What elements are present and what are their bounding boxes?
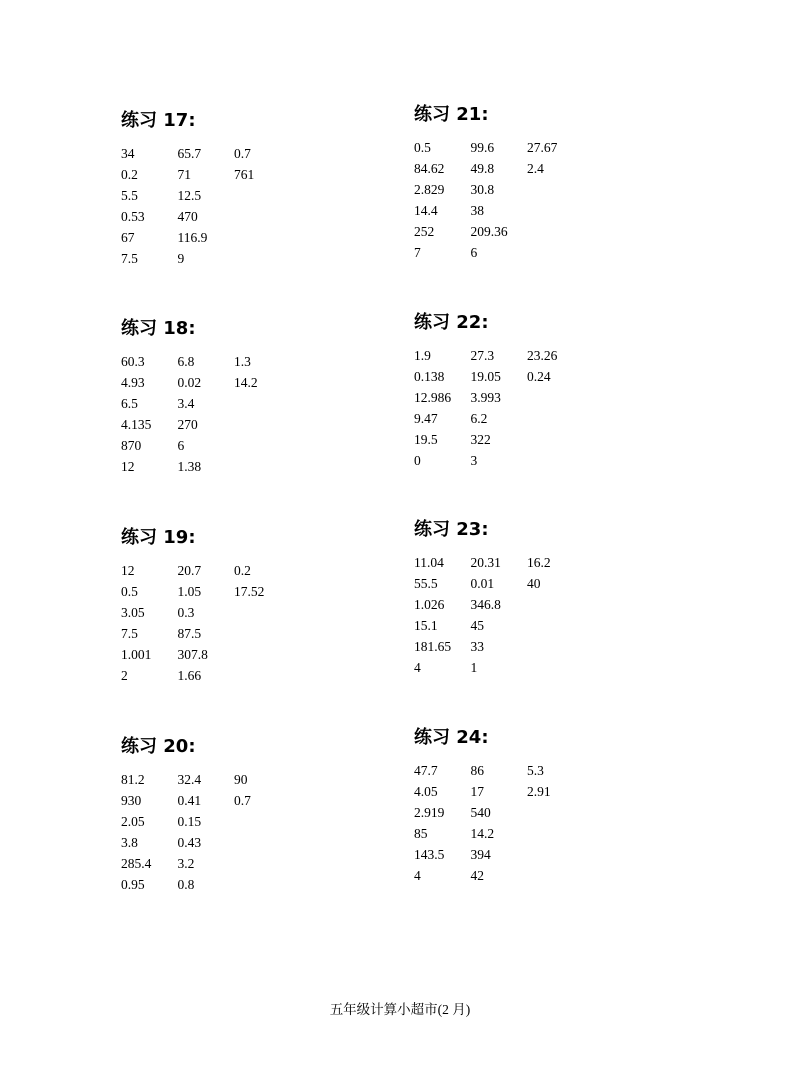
answer-value: 0.53	[121, 209, 145, 224]
answer-value: 761	[234, 167, 255, 182]
answer-row	[121, 790, 341, 811]
answer-value: 307.8	[177, 647, 208, 662]
answer-value: 6	[177, 438, 185, 453]
answer-row	[414, 179, 634, 200]
answer-row	[121, 665, 341, 686]
answer-value: 99.6	[470, 140, 495, 155]
answer-value	[234, 602, 291, 623]
answer-value	[527, 242, 584, 263]
answer-value: 0.3	[177, 605, 195, 620]
answer-row	[414, 387, 634, 408]
answer-rows	[121, 769, 341, 895]
answer-value: 0.138	[414, 369, 445, 384]
answer-value: 0.41	[177, 793, 202, 808]
answer-value: 143.5	[414, 847, 445, 862]
answer-value: 2.919	[414, 805, 445, 820]
answer-value: 0.01	[470, 576, 495, 591]
answer-row	[121, 393, 341, 414]
answer-value: 2.05	[121, 814, 145, 829]
answer-value: 6.5	[121, 396, 138, 411]
answer-value: 4	[414, 868, 421, 883]
answer-value: 5.3	[527, 763, 544, 778]
answer-value: 27.3	[470, 348, 495, 363]
answer-value: 252	[414, 224, 435, 239]
answer-value	[527, 802, 584, 823]
answer-row	[414, 636, 634, 657]
answer-value: 270	[177, 417, 198, 432]
answer-value: 42	[470, 868, 484, 883]
answer-value: 19.5	[414, 432, 438, 447]
answer-value: 0.5	[121, 584, 138, 599]
answer-value	[527, 636, 584, 657]
answer-row	[121, 644, 341, 665]
answer-value: 3.05	[121, 605, 145, 620]
answer-value: 87.5	[177, 626, 202, 641]
answer-row	[414, 221, 634, 242]
answer-value	[527, 865, 584, 886]
answer-value	[234, 811, 291, 832]
answer-value: 20.7	[177, 563, 202, 578]
answer-value: 0.8	[177, 877, 195, 892]
answer-value: 3	[470, 453, 478, 468]
answer-value: 12.986	[414, 390, 452, 405]
answer-value: 65.7	[177, 146, 202, 161]
answer-value: 0.2	[121, 167, 138, 182]
answer-row	[414, 137, 634, 158]
answer-value: 17	[470, 784, 484, 799]
answer-value	[234, 853, 291, 874]
answer-value: 16.2	[527, 555, 551, 570]
answer-value: 3.8	[121, 835, 138, 850]
page-footer: 五年级计算小超市(2 月)	[329, 1002, 471, 1017]
answer-row	[121, 769, 341, 790]
answer-value: 47.7	[414, 763, 438, 778]
answer-value: 7.5	[121, 626, 138, 641]
answer-value: 346.8	[470, 597, 501, 612]
answer-value: 540	[470, 805, 491, 820]
answer-value: 4	[414, 660, 421, 675]
answer-value: 2.91	[527, 784, 551, 799]
answer-value	[234, 206, 291, 227]
answer-value: 0.95	[121, 877, 145, 892]
answer-value: 1.05	[177, 584, 202, 599]
answer-value: 14.2	[234, 375, 258, 390]
answer-value: 32.4	[177, 772, 202, 787]
answer-rows	[414, 552, 634, 678]
answer-value: 12.5	[177, 188, 202, 203]
answer-value	[234, 644, 291, 665]
answer-value: 67	[121, 230, 135, 245]
answer-value: 7	[414, 245, 421, 260]
answer-value: 6	[470, 245, 478, 260]
answer-value: 1.001	[121, 647, 152, 662]
exercise-17	[121, 109, 341, 269]
answer-row	[414, 781, 634, 802]
answer-value: 1.66	[177, 668, 202, 683]
exercise-title: 练习 21:	[414, 104, 489, 125]
answer-value: 116.9	[177, 230, 208, 245]
answer-row	[414, 552, 634, 573]
answer-value: 870	[121, 438, 142, 453]
answer-row	[414, 802, 634, 823]
answer-value	[234, 623, 291, 644]
answer-row	[414, 429, 634, 450]
answer-row	[414, 366, 634, 387]
answer-value: 84.62	[414, 161, 445, 176]
answer-row	[121, 623, 341, 644]
answer-value: 33	[470, 639, 484, 654]
answer-value: 3.4	[177, 396, 195, 411]
exercise-21	[414, 103, 634, 263]
answer-value: 27.67	[527, 140, 558, 155]
answer-value: 6.2	[470, 411, 488, 426]
answer-row	[121, 372, 341, 393]
answer-value: 11.04	[414, 555, 444, 570]
exercise-22	[414, 311, 634, 471]
answer-row	[414, 594, 634, 615]
answer-row	[121, 206, 341, 227]
answer-value: 23.26	[527, 348, 558, 363]
answer-value	[527, 823, 584, 844]
answer-row	[414, 573, 634, 594]
answer-row	[121, 227, 341, 248]
answer-value: 55.5	[414, 576, 438, 591]
answer-value	[234, 874, 291, 895]
answer-value: 3.993	[470, 390, 501, 405]
answer-value: 0.15	[177, 814, 202, 829]
answer-value: 12	[121, 563, 135, 578]
answer-value: 0.02	[177, 375, 202, 390]
answer-row	[121, 164, 341, 185]
answer-value: 394	[470, 847, 491, 862]
answer-value: 0.43	[177, 835, 202, 850]
answer-value: 3.2	[177, 856, 195, 871]
answer-row	[121, 874, 341, 895]
answer-value	[527, 844, 584, 865]
answer-value: 38	[470, 203, 484, 218]
answer-value	[527, 387, 584, 408]
answer-value	[527, 615, 584, 636]
answer-row	[414, 200, 634, 221]
answer-row	[121, 581, 341, 602]
answer-value: 45	[470, 618, 484, 633]
answer-row	[414, 615, 634, 636]
answer-rows	[121, 351, 341, 477]
answer-row	[414, 158, 634, 179]
answer-value: 9	[177, 251, 185, 266]
answer-value: 930	[121, 793, 142, 808]
answer-row	[414, 844, 634, 865]
answer-value: 209.36	[470, 224, 508, 239]
answer-row	[414, 865, 634, 886]
answer-rows	[121, 560, 341, 686]
answer-value: 49.8	[470, 161, 495, 176]
answer-row	[121, 351, 341, 372]
exercise-title: 练习 24:	[414, 727, 489, 748]
answer-value	[527, 657, 584, 678]
answer-value	[234, 414, 291, 435]
answer-value	[234, 248, 291, 269]
answer-value: 6.8	[177, 354, 195, 369]
answer-row	[121, 560, 341, 581]
answer-value: 285.4	[121, 856, 152, 871]
answer-row	[414, 408, 634, 429]
answer-rows	[414, 760, 634, 886]
answer-row	[414, 657, 634, 678]
answer-value: 1.9	[414, 348, 431, 363]
answer-value: 0.7	[234, 146, 251, 161]
answer-value: 20.31	[470, 555, 501, 570]
answer-value: 1.3	[234, 354, 251, 369]
answer-value: 1.026	[414, 597, 445, 612]
answer-value	[234, 435, 291, 456]
answer-value: 15.1	[414, 618, 438, 633]
answer-row	[121, 185, 341, 206]
answer-value: 34	[121, 146, 135, 161]
answer-value	[234, 185, 291, 206]
answer-value	[527, 429, 584, 450]
exercise-23	[414, 518, 634, 678]
answer-row	[121, 853, 341, 874]
exercise-19	[121, 526, 341, 686]
answer-row	[121, 811, 341, 832]
answer-row	[121, 414, 341, 435]
answer-value: 2	[121, 668, 128, 683]
answer-rows	[414, 345, 634, 471]
exercise-20	[121, 735, 341, 895]
answer-row	[414, 760, 634, 781]
answer-row	[121, 435, 341, 456]
answer-rows	[414, 137, 634, 263]
exercise-24	[414, 726, 634, 886]
answer-value: 81.2	[121, 772, 145, 787]
answer-value: 7.5	[121, 251, 138, 266]
answer-value: 0.2	[234, 563, 251, 578]
answer-row	[414, 823, 634, 844]
answer-value	[234, 832, 291, 853]
answer-row	[121, 143, 341, 164]
answer-row	[414, 345, 634, 366]
answer-value: 19.05	[470, 369, 501, 384]
exercise-title: 练习 20:	[121, 736, 196, 757]
answer-value: 470	[177, 209, 198, 224]
answer-value: 0	[414, 453, 421, 468]
answer-value	[234, 227, 291, 248]
answer-value: 14.2	[470, 826, 495, 841]
answer-value: 2.829	[414, 182, 445, 197]
answer-value	[527, 594, 584, 615]
answer-value: 0.5	[414, 140, 431, 155]
answer-value: 1	[470, 660, 478, 675]
answer-value: 14.4	[414, 203, 438, 218]
answer-value	[527, 200, 584, 221]
answer-value: 4.05	[414, 784, 438, 799]
answer-value: 86	[470, 763, 484, 778]
answer-row	[121, 456, 341, 477]
answer-value: 5.5	[121, 188, 138, 203]
answer-rows	[121, 143, 341, 269]
answer-value: 90	[234, 772, 248, 787]
answer-value: 1.38	[177, 459, 202, 474]
answer-value: 9.47	[414, 411, 438, 426]
answer-value: 12	[121, 459, 135, 474]
answer-value: 85	[414, 826, 428, 841]
answer-value: 60.3	[121, 354, 145, 369]
exercise-18	[121, 317, 341, 477]
answer-row	[414, 242, 634, 263]
answer-value: 71	[177, 167, 191, 182]
answer-value	[234, 456, 291, 477]
answer-value: 181.65	[414, 639, 452, 654]
answer-value	[527, 450, 584, 471]
answer-value: 2.4	[527, 161, 544, 176]
answer-value: 17.52	[234, 584, 265, 599]
exercise-title: 练习 22:	[414, 312, 489, 333]
answer-value: 40	[527, 576, 541, 591]
answer-value	[527, 408, 584, 429]
answer-value: 0.24	[527, 369, 551, 384]
answer-value: 4.93	[121, 375, 145, 390]
exercise-title: 练习 19:	[121, 527, 196, 548]
answer-value: 0.7	[234, 793, 251, 808]
answer-row	[414, 450, 634, 471]
answer-row	[121, 248, 341, 269]
exercise-title: 练习 18:	[121, 318, 196, 339]
answer-row	[121, 832, 341, 853]
answer-value	[527, 179, 584, 200]
answer-value: 4.135	[121, 417, 152, 432]
answer-value	[234, 665, 291, 686]
answer-value	[527, 221, 584, 242]
answer-value: 322	[470, 432, 491, 447]
answer-value	[234, 393, 291, 414]
answer-value: 30.8	[470, 182, 495, 197]
answer-row	[121, 602, 341, 623]
exercise-title: 练习 17:	[121, 110, 196, 131]
exercise-title: 练习 23:	[414, 519, 489, 540]
